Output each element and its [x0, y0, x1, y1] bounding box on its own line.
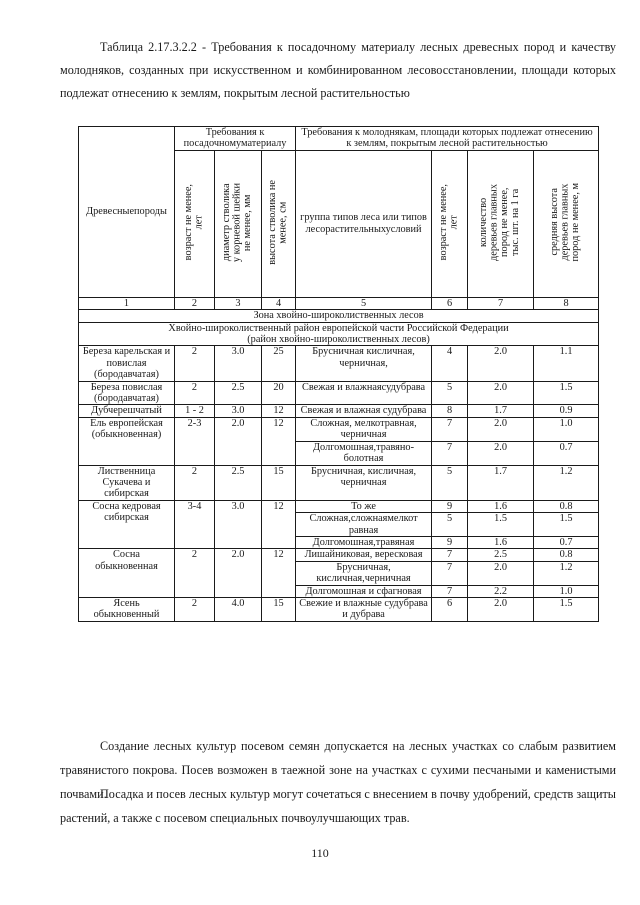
- header-planting-group: Требования к посадочномуматериалу: [175, 127, 296, 151]
- cell-forest-type: Долгомошная,травяная: [296, 536, 432, 548]
- cell-count: 2.5: [468, 549, 534, 561]
- cell-avg-height: 1.5: [534, 381, 599, 405]
- header-diameter: диаметр стволика у корневой шейки не менее, мм: [215, 150, 262, 297]
- region-row: [79, 322, 599, 346]
- cell-young-age: 7: [432, 441, 468, 465]
- table-row: [79, 405, 599, 417]
- cell-young-age: 6: [432, 597, 468, 621]
- cell-avg-height: 1.0: [534, 585, 599, 597]
- cell-young-age: 9: [432, 536, 468, 548]
- cell-count: 1.5: [468, 513, 534, 537]
- paragraph-sowing: Создание лесных культур посевом семян допускается на лесных участках со слабым развитием травянистого покрова. Посев возможен в таежной зоне на участках с сухими песчаными и каменистыми почвами.: [60, 739, 616, 801]
- cell-count: 1.6: [468, 536, 534, 548]
- table-row: [79, 346, 599, 381]
- cell-age: 2: [175, 549, 215, 598]
- cell-count: 2.2: [468, 585, 534, 597]
- cell-forest-type: Брусничная, кисличная, черничная: [296, 465, 432, 500]
- header-young-group: Требования к молоднякам, площади которых подлежат отнесению к землям, покрытым лесной растительностью: [296, 127, 599, 151]
- cell-species: Ясень обыкновенный: [79, 597, 175, 621]
- cell-avg-height: 0.9: [534, 405, 599, 417]
- header-avg-height: средняя высота деревьев главных пород не менее, м: [534, 150, 599, 297]
- cell-young-age: 5: [432, 381, 468, 405]
- cell-count: 2.0: [468, 597, 534, 621]
- col-number: 6: [432, 297, 468, 309]
- cell-forest-type: Сложная,сложнаямелкот равная: [296, 513, 432, 537]
- cell-age: 3-4: [175, 500, 215, 549]
- zone-row: [79, 310, 599, 322]
- cell-count: 2.0: [468, 417, 534, 441]
- cell-avg-height: 1.1: [534, 346, 599, 381]
- cell-count: 2.0: [468, 441, 534, 465]
- table-row: [79, 597, 599, 621]
- requirements-table: [78, 126, 599, 622]
- caption-text: Таблица 2.17.3.2.2 - Требования к посадочному материалу лесных древесных пород и качеству молодняков, созданных при искусственном и комбинированном лесовосстановлении, площади которых подлежат отнесению к землям, покрытым лесной растительностью: [60, 40, 616, 100]
- region-title: Хвойно-широколиственный район европейской части Российской Федерации (район хвойно-широколиственных лесов): [79, 322, 599, 346]
- cell-avg-height: 0.7: [534, 441, 599, 465]
- cell-age: 2: [175, 597, 215, 621]
- header-row-groups: [79, 127, 599, 151]
- cell-young-age: 5: [432, 465, 468, 500]
- cell-avg-height: 0.8: [534, 500, 599, 512]
- cell-age: 2: [175, 381, 215, 405]
- cell-forest-type: Брусничная, кисличная,черничная: [296, 561, 432, 585]
- column-number-row: [79, 297, 599, 309]
- cell-forest-type: То же: [296, 500, 432, 512]
- cell-diameter: 4.0: [215, 597, 262, 621]
- cell-young-age: 8: [432, 405, 468, 417]
- cell-count: 2.0: [468, 346, 534, 381]
- cell-forest-type: Долгомошная и сфагновая: [296, 585, 432, 597]
- cell-count: 2.0: [468, 561, 534, 585]
- table-row: [79, 417, 599, 441]
- cell-forest-type: Сложная, мелкотравная, черничная: [296, 417, 432, 441]
- cell-avg-height: 1.2: [534, 465, 599, 500]
- cell-height: 20: [262, 381, 296, 405]
- cell-height: 12: [262, 405, 296, 417]
- col-number: 8: [534, 297, 599, 309]
- cell-diameter: 2.5: [215, 465, 262, 500]
- col-number: 4: [262, 297, 296, 309]
- cell-forest-type: Долгомошная,травяно-болотная: [296, 441, 432, 465]
- table-caption: [60, 36, 616, 105]
- cell-count: 2.0: [468, 381, 534, 405]
- cell-avg-height: 1.2: [534, 561, 599, 585]
- cell-young-age: 7: [432, 585, 468, 597]
- cell-avg-height: 1.5: [534, 597, 599, 621]
- cell-count: 1.7: [468, 405, 534, 417]
- cell-species: Береза повислая (бородавчатая): [79, 381, 175, 405]
- cell-forest-type: Лишайниковая, вересковая: [296, 549, 432, 561]
- cell-diameter: 2.0: [215, 549, 262, 598]
- cell-height: 15: [262, 597, 296, 621]
- table-row: [79, 381, 599, 405]
- cell-diameter: 3.0: [215, 500, 262, 549]
- cell-count: 1.7: [468, 465, 534, 500]
- cell-diameter: 3.0: [215, 346, 262, 381]
- cell-species: Ель европейская (обыкновенная): [79, 417, 175, 465]
- cell-avg-height: 0.7: [534, 536, 599, 548]
- table-row: [79, 500, 599, 512]
- cell-avg-height: 1.5: [534, 513, 599, 537]
- header-height: высота стволика не менее, см: [262, 150, 296, 297]
- cell-young-age: 5: [432, 513, 468, 537]
- cell-diameter: 2.5: [215, 381, 262, 405]
- cell-age: 2: [175, 465, 215, 500]
- page-number: 110: [311, 846, 329, 860]
- cell-avg-height: 1.0: [534, 417, 599, 441]
- header-forest-type: группа типов леса или типов лесорастительныхусловий: [296, 150, 432, 297]
- cell-height: 12: [262, 500, 296, 549]
- cell-species: Лиственница Сукачева и сибирская: [79, 465, 175, 500]
- cell-forest-type: Свежие и влажные судубрава и дубрава: [296, 597, 432, 621]
- col-number: 1: [79, 297, 175, 309]
- cell-young-age: 7: [432, 417, 468, 441]
- cell-height: 12: [262, 549, 296, 598]
- col-number: 2: [175, 297, 215, 309]
- cell-age: 2: [175, 346, 215, 381]
- cell-age: 1 - 2: [175, 405, 215, 417]
- cell-height: 25: [262, 346, 296, 381]
- col-number: 3: [215, 297, 262, 309]
- col-number: 7: [468, 297, 534, 309]
- cell-forest-type: Свежая и влажнаясудубрава: [296, 381, 432, 405]
- cell-species: Береза карельская и повислая (бородавчатая): [79, 346, 175, 381]
- cell-young-age: 7: [432, 549, 468, 561]
- header-count: количество деревьев главных пород не менее, тыс. шт. на 1 га: [468, 150, 534, 297]
- cell-species: Сосна кедровая сибирская: [79, 500, 175, 549]
- cell-species: Сосна обыкновенная: [79, 549, 175, 598]
- table-row: [79, 549, 599, 561]
- cell-species: Дубчерешчатый: [79, 405, 175, 417]
- cell-age: 2-3: [175, 417, 215, 465]
- cell-height: 12: [262, 417, 296, 465]
- cell-forest-type: Свежая и влажная судубрава: [296, 405, 432, 417]
- cell-young-age: 9: [432, 500, 468, 512]
- paragraph-planting: Посадка и посев лесных культур могут сочетаться с внесением в почву удобрений, средств защиты растений, а также с посевом специальных почвоулучшающих трав.: [60, 787, 616, 825]
- header-species: Древесныепороды: [79, 127, 175, 298]
- cell-young-age: 4: [432, 346, 468, 381]
- cell-avg-height: 0.8: [534, 549, 599, 561]
- cell-forest-type: Брусничная кисличная, черничная,: [296, 346, 432, 381]
- table-row: [79, 465, 599, 500]
- zone-title: Зона хвойно-широколиственных лесов: [79, 310, 599, 322]
- cell-count: 1.6: [468, 500, 534, 512]
- cell-young-age: 7: [432, 561, 468, 585]
- cell-diameter: 3.0: [215, 405, 262, 417]
- cell-height: 15: [262, 465, 296, 500]
- header-young-age: возраст не менее, лет: [432, 150, 468, 297]
- header-age: возраст не менее, лет: [175, 150, 215, 297]
- col-number: 5: [296, 297, 432, 309]
- cell-diameter: 2.0: [215, 417, 262, 465]
